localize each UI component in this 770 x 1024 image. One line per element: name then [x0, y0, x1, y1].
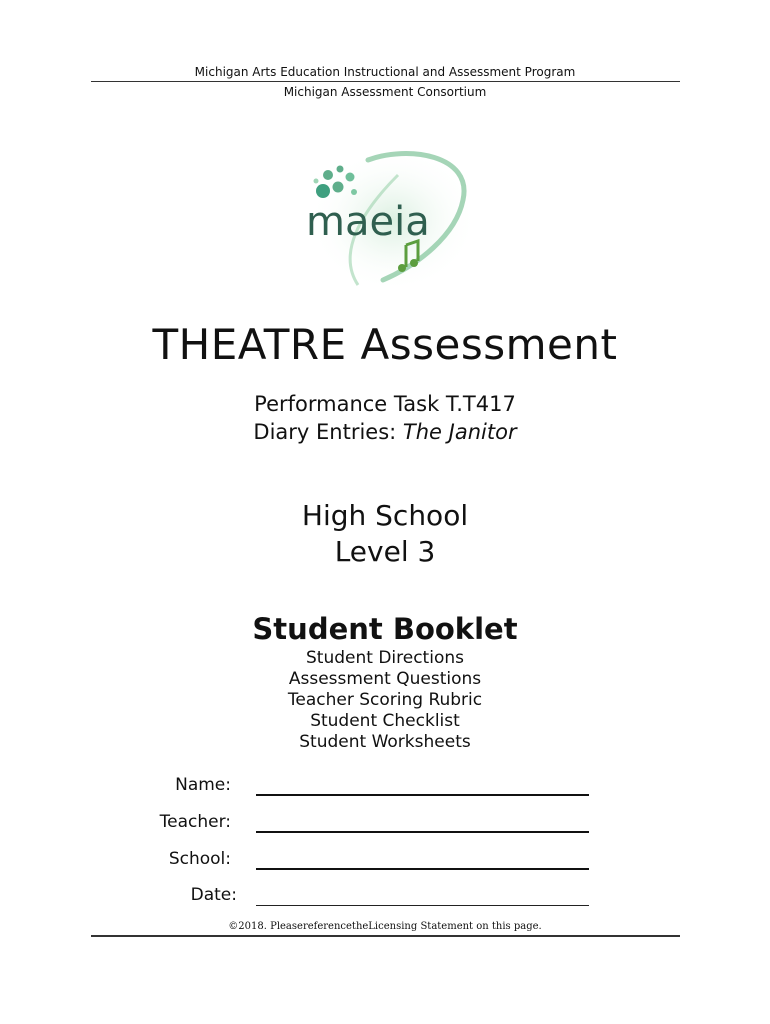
maeia-logo: [298, 145, 478, 295]
contents-item: Teacher Scoring Rubric: [287, 690, 483, 710]
task-title-italic: The Janitor: [402, 420, 517, 444]
performance-task: Performance Task T.T417: [254, 392, 516, 416]
teacher-label: Teacher:: [159, 812, 231, 832]
booklet-title: Student Booklet: [252, 612, 518, 646]
contents-item: Student Checklist: [310, 711, 460, 731]
school-field[interactable]: [256, 868, 589, 870]
teacher-field[interactable]: [256, 831, 589, 833]
school-label: School:: [168, 849, 231, 869]
name-field[interactable]: [256, 794, 589, 796]
logo-wordmark: maeia: [306, 199, 430, 245]
date-field[interactable]: [256, 905, 589, 906]
task-title-prefix: Diary Entries:: [253, 420, 403, 444]
footer-divider: [91, 935, 680, 937]
task-title: [0, 420, 770, 444]
contents-item: Student Worksheets: [299, 732, 471, 752]
booklet-contents: [0, 648, 770, 753]
header-program: Michigan Arts Education Instructional and Assessment Program: [194, 65, 576, 79]
name-label: Name:: [175, 775, 231, 795]
date-label: Date:: [190, 885, 237, 905]
page-title: THEATRE Assessment: [152, 320, 618, 369]
grade-level: Level 3: [334, 535, 436, 568]
copyright-footer: ©2018. PleasereferencetheLicensing Statement on this page.: [228, 921, 542, 932]
contents-item: Student Directions: [306, 648, 464, 668]
contents-item: Assessment Questions: [288, 669, 482, 689]
header-divider: [91, 81, 680, 82]
header-consortium: Michigan Assessment Consortium: [283, 85, 487, 99]
school-level: High School: [301, 499, 469, 532]
